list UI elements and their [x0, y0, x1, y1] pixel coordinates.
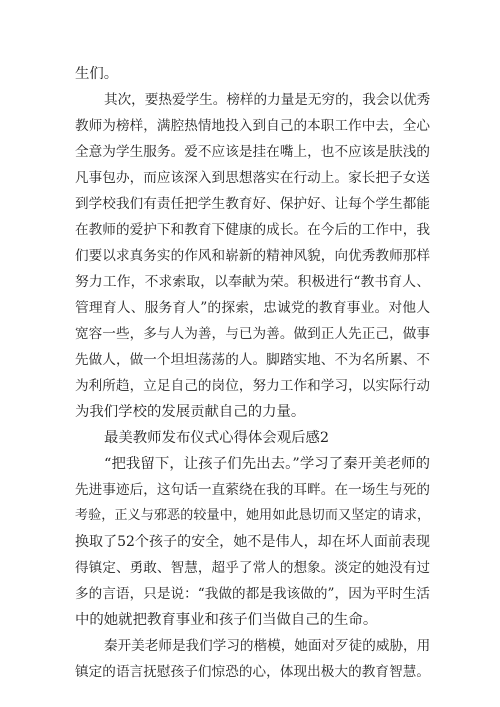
- paragraph-2-line-10: 宽容一些，多与人为善，与已为善。做到正人先正己，做事: [75, 326, 430, 342]
- paragraph-1-line-1: 生们。: [75, 66, 119, 82]
- paragraph-3-line-1: “把我留下，让孩子们先出去。”学习了秦开美老师的: [104, 456, 430, 472]
- paragraph-2-line-7: 们要以求真务实的作风和崭新的精神风貌，向优秀教师那样: [75, 248, 430, 264]
- paragraph-3-line-2: 先进事迹后，这句话一直萦绕在我的耳畔。在一场生与死的: [75, 482, 430, 498]
- paragraph-4-line-2: 镇定的语言抚慰孩子们惊恐的心，体现出极大的教育智慧。: [75, 664, 430, 680]
- paragraph-3-line-4: 换取了52个孩子的安全，她不是伟人，却在坏人面前表现: [75, 534, 430, 550]
- paragraph-2-line-4: 凡事包办，而应该深入到思想落实在行动上。家长把子女送: [75, 170, 430, 186]
- paragraph-3-line-3: 考验，正义与邪恶的较量中，她用如此恳切而又坚定的请求，: [75, 508, 430, 523]
- paragraph-2-line-11: 先做人，做一个坦坦荡荡的人。脚踏实地、不为名所累、不: [75, 352, 430, 368]
- section-heading: 最美教师发布仪式心得体会观后感2: [104, 430, 330, 446]
- paragraph-2-line-12: 为利所趋，立足自己的岗位，努力工作和学习，以实际行动: [75, 378, 430, 394]
- paragraph-2-line-8: 努力工作，不求索取，以奉献为荣。积极进行“教书育人、: [75, 274, 430, 290]
- paragraph-2-line-5: 到学校我们有责任把学生教育好、保护好、让每个学生都能: [75, 196, 430, 212]
- paragraph-2-line-1: 其次，要热爱学生。榜样的力量是无穷的，我会以优秀: [104, 92, 431, 108]
- paragraph-4-line-1: 秦开美老师是我们学习的楷模，她面对歹徒的威胁，用: [104, 638, 431, 654]
- paragraph-3-line-5: 得镇定、勇敢、智慧，超乎了常人的想象。淡定的她没有过: [75, 560, 430, 576]
- paragraph-3-line-7: 中的她就把教育事业和孩子们当做自己的生命。: [75, 612, 378, 628]
- paragraph-2-line-6: 在教师的爱护下和教育下健康的成长。在今后的工作中，我: [75, 222, 430, 238]
- paragraph-2-line-2: 教师为榜样，满腔热情地投入到自己的本职工作中去，全心: [75, 118, 430, 134]
- paragraph-2-line-13: 为我们学校的发展贡献自己的力量。: [75, 404, 306, 420]
- paragraph-2-line-3: 全意为学生服务。爱不应该是挂在嘴上，也不应该是肤浅的: [75, 144, 430, 160]
- paragraph-2-line-9: 管理育人、服务育人”的探索，忠诚党的教育事业。对他人: [75, 300, 430, 316]
- paragraph-3-line-6: 多的言语，只是说：“我做的都是我该做的”，因为平时生活: [75, 586, 430, 602]
